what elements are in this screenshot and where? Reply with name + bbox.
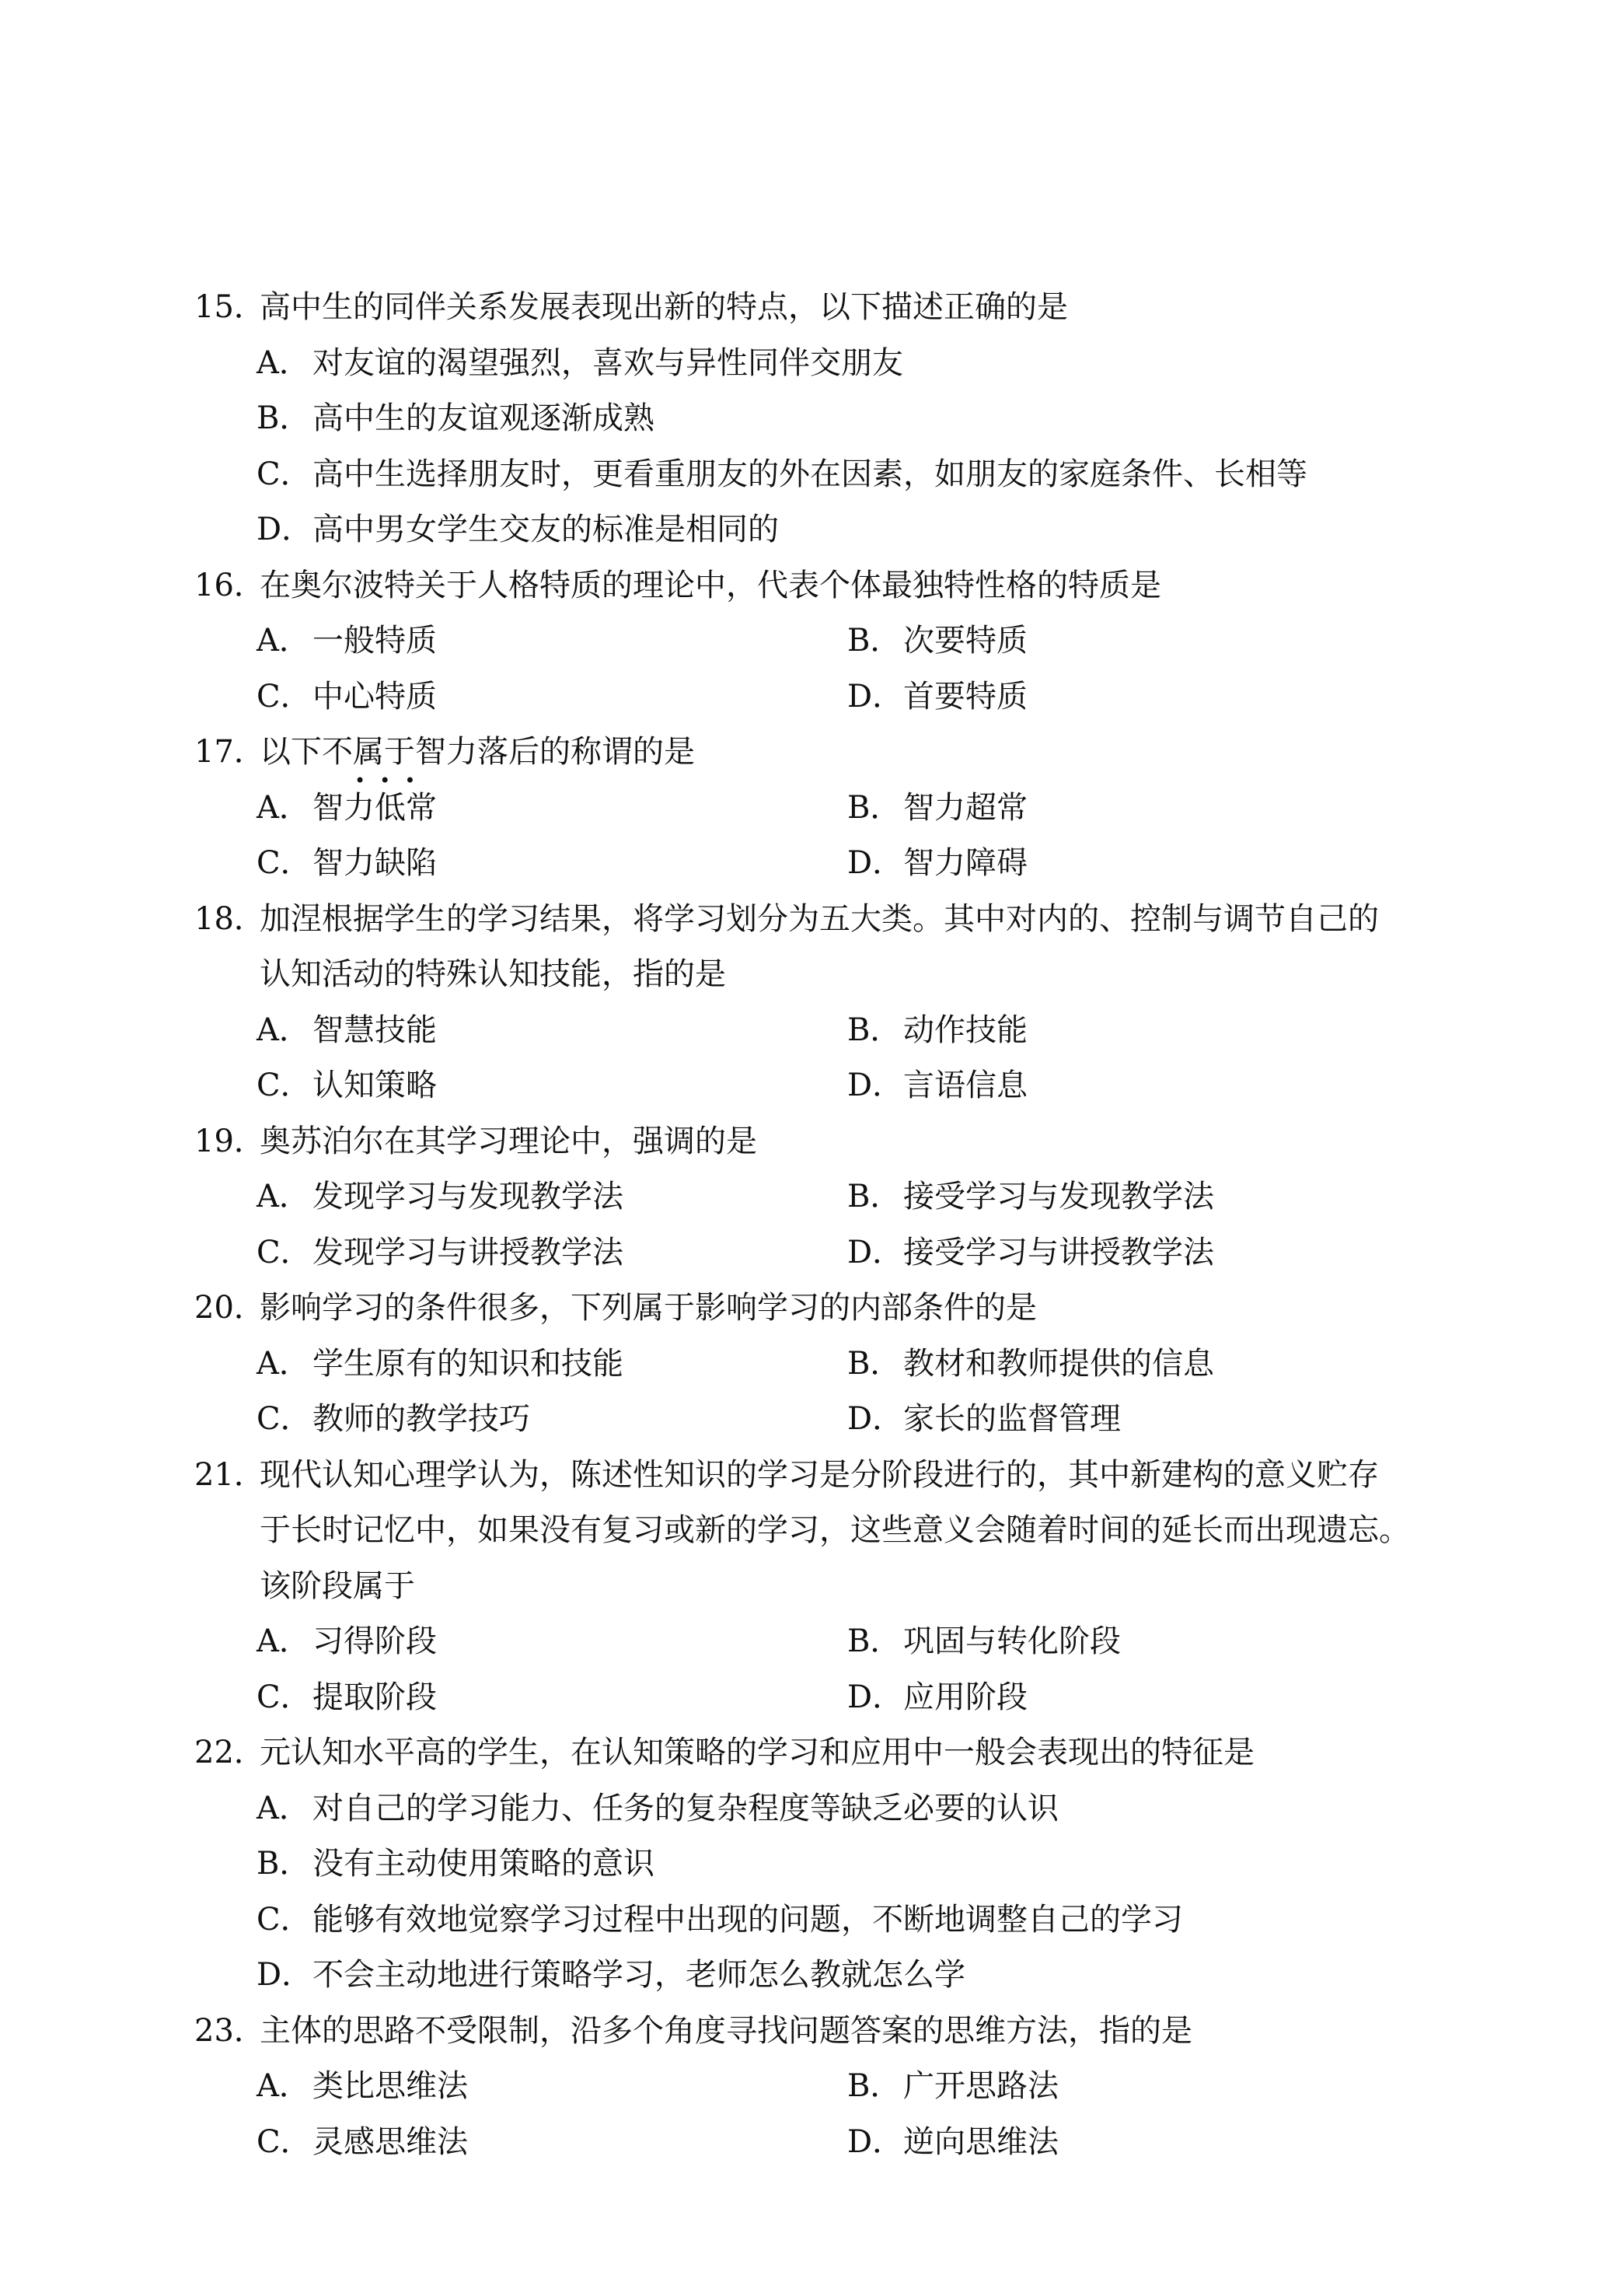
option-row bbox=[194, 2059, 1454, 2115]
question-21 bbox=[194, 1448, 1454, 1726]
option-c bbox=[257, 456, 1307, 492]
stem-text-before: 以下 bbox=[260, 734, 322, 770]
stem-text: 该阶段属于 bbox=[260, 1567, 415, 1604]
option-letter: A． bbox=[257, 1623, 310, 1659]
option-letter: A． bbox=[257, 2068, 310, 2104]
option-text: 智慧技能 bbox=[312, 1012, 437, 1048]
option-letter: D． bbox=[847, 845, 904, 881]
option-letter: C． bbox=[257, 845, 312, 881]
option-d bbox=[257, 512, 779, 547]
option-letter: B． bbox=[847, 789, 902, 826]
option-text: 习得阶段 bbox=[312, 1623, 437, 1659]
option-row bbox=[194, 836, 1454, 892]
option-text: 逆向思维法 bbox=[903, 2123, 1059, 2160]
emphasized-word bbox=[322, 734, 430, 792]
option-text: 次要特质 bbox=[903, 623, 1028, 659]
option-b bbox=[847, 1346, 1214, 1382]
option-text: 类比思维法 bbox=[312, 2068, 468, 2104]
option-text: 智力障碍 bbox=[903, 845, 1028, 881]
question-number: 19． bbox=[194, 1123, 265, 1159]
option-text: 能够有效地觉察学习过程中出现的问题，不断地调整自己的学习 bbox=[312, 1901, 1183, 1938]
stem-text: 认知活动的特殊认知技能，指的是 bbox=[260, 956, 726, 992]
option-text: 中心特质 bbox=[312, 678, 437, 715]
question-stem bbox=[194, 1281, 1454, 1337]
question-stem bbox=[194, 2004, 1454, 2060]
stem-text: 加涅根据学生的学习结果，将学习划分为五大类。其中对内的、控制与调节自己的 bbox=[260, 900, 1379, 937]
option-row bbox=[194, 1058, 1454, 1114]
option-letter: C． bbox=[257, 1068, 312, 1103]
option-b bbox=[257, 400, 654, 436]
option-d bbox=[847, 1679, 1028, 1715]
option-d bbox=[847, 679, 1028, 715]
option-c bbox=[257, 1392, 847, 1448]
option-letter: D． bbox=[847, 1679, 904, 1715]
option-text: 动作技能 bbox=[903, 1012, 1028, 1048]
option-a bbox=[257, 613, 847, 669]
option-letter: D． bbox=[257, 512, 313, 547]
question-16 bbox=[194, 558, 1454, 725]
question-stem bbox=[194, 1725, 1454, 1781]
option-row bbox=[194, 1392, 1454, 1448]
option-text: 智力低常 bbox=[312, 789, 437, 826]
question-stem bbox=[194, 280, 1454, 336]
option-line bbox=[194, 391, 1454, 447]
option-text: 对友谊的渴望强烈，喜欢与异性同伴交朋友 bbox=[312, 344, 903, 381]
option-text: 发现学习与讲授教学法 bbox=[312, 1234, 623, 1270]
option-letter: D． bbox=[847, 1068, 904, 1103]
stem-text: 在奥尔波特关于人格特质的理论中，代表个体最独特性格的特质是 bbox=[260, 567, 1161, 603]
option-a bbox=[257, 1169, 847, 1225]
question-20 bbox=[194, 1281, 1454, 1448]
option-text: 提取阶段 bbox=[312, 1679, 437, 1715]
option-a bbox=[257, 781, 847, 837]
question-number: 17． bbox=[194, 734, 265, 770]
option-letter: C． bbox=[257, 1679, 312, 1715]
option-text: 高中男女学生交友的标准是相同的 bbox=[312, 512, 779, 547]
option-text: 没有主动使用策略的意识 bbox=[312, 1846, 654, 1882]
option-text: 智力超常 bbox=[903, 789, 1028, 826]
stem-text: 于长时记忆中，如果没有复习或新的学习，这些意义会随着时间的延长而出现遗忘。 bbox=[260, 1512, 1410, 1548]
question-number: 18． bbox=[194, 900, 265, 937]
option-text: 接受学习与讲授教学法 bbox=[903, 1234, 1214, 1270]
option-row bbox=[194, 1225, 1454, 1281]
option-c bbox=[257, 1902, 1183, 1938]
option-letter: C． bbox=[257, 1901, 312, 1938]
option-a bbox=[257, 1337, 847, 1393]
option-a bbox=[257, 1003, 847, 1059]
option-c bbox=[257, 1058, 847, 1114]
option-letter: A． bbox=[257, 1179, 310, 1214]
option-a bbox=[257, 1791, 1059, 1826]
option-d bbox=[847, 1401, 1121, 1437]
question-number: 20． bbox=[194, 1290, 265, 1326]
option-letter: B． bbox=[847, 1012, 902, 1048]
option-b bbox=[847, 623, 1028, 659]
option-letter: A． bbox=[257, 344, 310, 381]
option-text: 高中生的友谊观逐渐成熟 bbox=[312, 400, 654, 436]
stem-text: 影响学习的条件很多，下列属于影响学习的内部条件的是 bbox=[260, 1290, 1037, 1326]
option-b bbox=[847, 790, 1028, 826]
question-number: 15． bbox=[194, 289, 265, 325]
option-c bbox=[257, 669, 847, 725]
question-stem bbox=[194, 892, 1454, 948]
option-row bbox=[194, 669, 1454, 725]
option-row bbox=[194, 781, 1454, 837]
option-d bbox=[847, 1235, 1214, 1270]
option-text: 言语信息 bbox=[903, 1068, 1028, 1103]
question-stem-continued bbox=[194, 1503, 1454, 1559]
question-15 bbox=[194, 280, 1454, 558]
stem-text: 奥苏泊尔在其学习理论中，强调的是 bbox=[260, 1123, 757, 1159]
option-text: 首要特质 bbox=[903, 678, 1028, 715]
option-letter: A． bbox=[257, 623, 310, 659]
option-line bbox=[194, 1781, 1454, 1837]
option-line bbox=[194, 1948, 1454, 2004]
option-letter: C． bbox=[257, 678, 312, 715]
option-text: 巩固与转化阶段 bbox=[903, 1623, 1121, 1659]
option-text: 家长的监督管理 bbox=[903, 1401, 1121, 1437]
option-line bbox=[194, 447, 1454, 503]
question-19 bbox=[194, 1114, 1454, 1281]
option-b bbox=[847, 2068, 1059, 2104]
emphasis-dots: ••• bbox=[354, 770, 430, 792]
option-letter: C． bbox=[257, 1234, 312, 1270]
option-letter: B． bbox=[257, 400, 311, 436]
option-d bbox=[847, 1068, 1028, 1103]
option-letter: D． bbox=[847, 1401, 904, 1437]
option-text: 教材和教师提供的信息 bbox=[903, 1345, 1214, 1382]
option-b bbox=[847, 1012, 1028, 1048]
option-letter: B． bbox=[257, 1846, 311, 1882]
option-letter: B． bbox=[847, 1179, 902, 1214]
option-letter: C． bbox=[257, 1401, 312, 1437]
question-list bbox=[194, 280, 1454, 2170]
stem-text-after: 智力落后的称谓的是 bbox=[415, 734, 695, 770]
option-letter: D． bbox=[847, 678, 904, 715]
option-row bbox=[194, 613, 1454, 669]
option-letter: B． bbox=[847, 623, 902, 659]
option-letter: C． bbox=[257, 456, 312, 492]
option-c bbox=[257, 1670, 847, 1726]
option-text: 学生原有的知识和技能 bbox=[312, 1345, 623, 1382]
option-b bbox=[847, 1179, 1214, 1214]
option-c bbox=[257, 1225, 847, 1281]
option-letter: B． bbox=[847, 2068, 902, 2104]
option-a bbox=[257, 2059, 847, 2115]
option-letter: D． bbox=[847, 2123, 904, 2160]
question-17 bbox=[194, 725, 1454, 892]
option-text: 发现学习与发现教学法 bbox=[312, 1179, 623, 1214]
option-letter: A． bbox=[257, 1790, 310, 1826]
option-d bbox=[847, 2124, 1059, 2160]
option-row bbox=[194, 1614, 1454, 1670]
option-d bbox=[847, 845, 1028, 881]
question-18 bbox=[194, 892, 1454, 1114]
stem-text: 现代认知心理学认为，陈述性知识的学习是分阶段进行的，其中新建构的意义贮存 bbox=[260, 1456, 1379, 1493]
option-letter: A． bbox=[257, 789, 310, 826]
option-line bbox=[194, 336, 1454, 392]
option-text: 高中生选择朋友时，更看重朋友的外在因素，如朋友的家庭条件、长相等 bbox=[312, 456, 1307, 492]
option-text: 广开思路法 bbox=[903, 2068, 1059, 2104]
option-text: 教师的教学技巧 bbox=[312, 1401, 530, 1437]
option-text: 应用阶段 bbox=[903, 1679, 1028, 1715]
question-number: 21． bbox=[194, 1456, 265, 1493]
question-stem bbox=[194, 1114, 1454, 1170]
option-c bbox=[257, 2115, 847, 2171]
option-letter: C． bbox=[257, 2123, 312, 2160]
option-d bbox=[257, 1957, 965, 1993]
option-row bbox=[194, 1003, 1454, 1059]
option-line bbox=[194, 1836, 1454, 1892]
option-letter: A． bbox=[257, 1345, 310, 1382]
question-stem bbox=[194, 558, 1454, 614]
question-stem bbox=[194, 1448, 1454, 1504]
option-letter: B． bbox=[847, 1345, 902, 1382]
option-letter: A． bbox=[257, 1012, 310, 1048]
question-number: 16． bbox=[194, 567, 265, 603]
stem-text: 元认知水平高的学生，在认知策略的学习和应用中一般会表现出的特征是 bbox=[260, 1735, 1255, 1770]
option-text: 灵感思维法 bbox=[312, 2123, 468, 2160]
option-b bbox=[257, 1846, 654, 1882]
option-row bbox=[194, 1169, 1454, 1225]
stem-text: 高中生的同伴关系发展表现出新的特点，以下描述正确的是 bbox=[260, 289, 1068, 325]
option-letter: D． bbox=[257, 1957, 313, 1993]
question-number: 22． bbox=[194, 1735, 265, 1770]
option-text: 对自己的学习能力、任务的复杂程度等缺乏必要的认识 bbox=[312, 1790, 1059, 1826]
option-letter: D． bbox=[847, 1234, 904, 1270]
option-a bbox=[257, 1614, 847, 1670]
option-line bbox=[194, 502, 1454, 558]
question-stem bbox=[194, 725, 1454, 792]
question-number: 23． bbox=[194, 2012, 265, 2049]
option-c bbox=[257, 836, 847, 892]
option-text: 认知策略 bbox=[312, 1068, 437, 1103]
emphasized-word-text: 不属于 bbox=[322, 734, 415, 770]
stem-text: 主体的思路不受限制，沿多个角度寻找问题答案的思维方法，指的是 bbox=[260, 2012, 1192, 2049]
option-line bbox=[194, 1892, 1454, 1948]
option-text: 一般特质 bbox=[312, 623, 437, 659]
option-row bbox=[194, 1670, 1454, 1726]
option-text: 不会主动地进行策略学习，老师怎么教就怎么学 bbox=[312, 1957, 965, 1993]
option-b bbox=[847, 1623, 1121, 1659]
option-letter: B． bbox=[847, 1623, 902, 1659]
option-text: 智力缺陷 bbox=[312, 845, 437, 881]
question-stem-continued bbox=[194, 1559, 1454, 1615]
option-row bbox=[194, 2115, 1454, 2171]
question-23 bbox=[194, 2004, 1454, 2171]
option-row bbox=[194, 1337, 1454, 1393]
question-22 bbox=[194, 1725, 1454, 2004]
option-text: 接受学习与发现教学法 bbox=[903, 1179, 1214, 1214]
option-a bbox=[257, 345, 903, 381]
question-stem-continued bbox=[194, 947, 1454, 1003]
